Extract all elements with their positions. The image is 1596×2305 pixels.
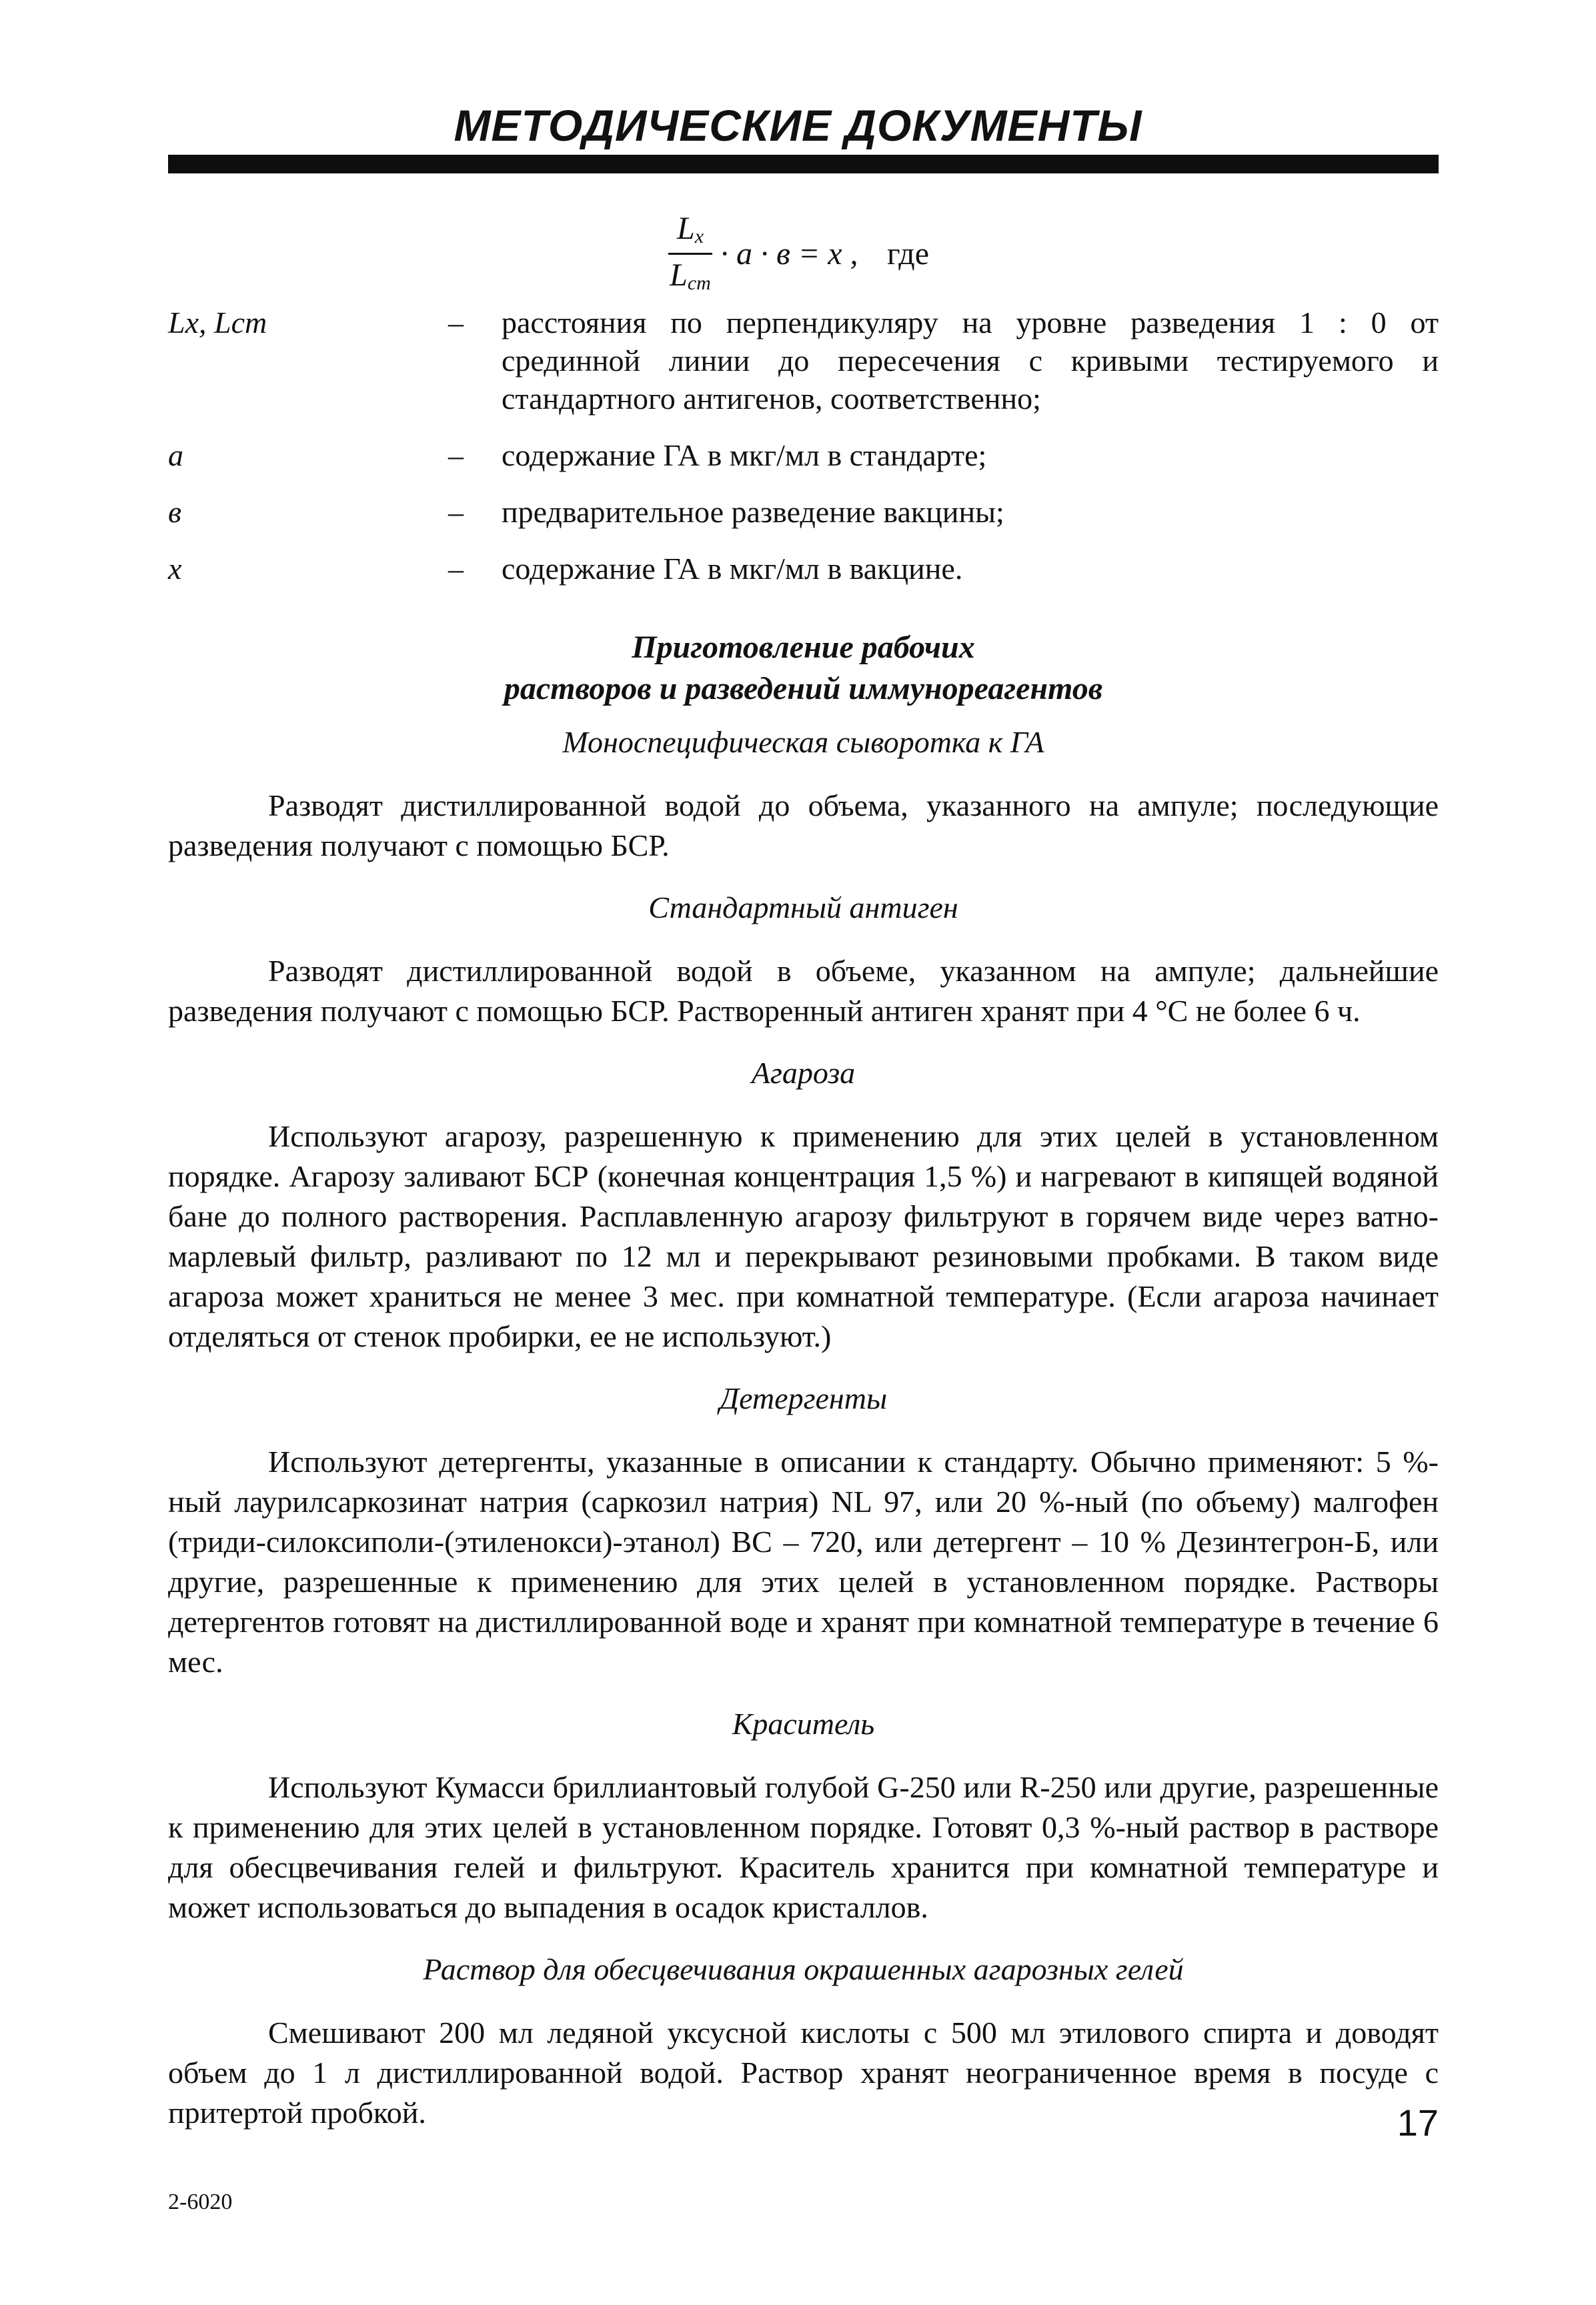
definition-row [168, 493, 1439, 531]
definition-dash: – [448, 495, 464, 529]
formula-expression: · a · в = x , [720, 236, 858, 271]
definition-term: a [168, 438, 183, 472]
header-rule [168, 155, 1439, 173]
page-header-title: МЕТОДИЧЕСКИЕ ДОКУМЕНТЫ [454, 101, 1142, 150]
definition-row [168, 303, 1439, 418]
paragraph-dye: Используют Кумасси бриллиантовый голубой G-250 или R-250 или другие, разрешенные к применению для этих целей в установленном порядке. Готовят 0,3 %-ный раствор в растворе для обесцвечивания гелей и фильтруют. Краситель хранится при комнатной температуре и может использоваться до выпадения в осадок кристаллов. [168, 1770, 1439, 1924]
definitions-list [168, 303, 1439, 606]
definition-dash: – [448, 552, 464, 586]
fraction-denominator: $L_{cm}$ [670, 257, 711, 294]
subsection-title-serum: Моноспецифическая сыворотка к ГА [562, 725, 1044, 759]
subsection-title-detergents: Детергенты [719, 1381, 888, 1415]
definition-text: расстояния по перпендикуляру на уровне разведения 1 : 0 от срединной линии до пересечения с кривыми тестируемого и стандартного антигенов, соответственно; [502, 305, 1439, 416]
page-number: 17 [1397, 2102, 1439, 2144]
paragraph-antigen: Разводят дистиллированной водой в объеме, указанном на ампуле; дальнейшие разведения получают с помощью БСР. Растворенный антиген хранят при 4 °С не более 6 ч. [168, 954, 1439, 1028]
definition-text: содержание ГА в мкг/мл в вакцине. [502, 552, 963, 586]
formula [667, 210, 1067, 297]
paragraph-destain: Смешивают 200 мл ледяной уксусной кислоты с 500 мл этилового спирта и доводят объем до 1 л дистиллированной водой. Раствор хранят неограниченное время в посуде с притертой пробкой. [168, 2016, 1439, 2130]
paragraph-detergents: Используют детергенты, указанные в описании к стандарту. Обычно применяют: 5 %-ный лаурилсаркозинат натрия (саркозил натрия) NL 97, или 20 %-ный (по объему) малгофен (триди-силоксиполи-(этиленокси)-этанол) ВС – 720, или детергент – 10 % Дезинтегрон-Б, или другие, разрешенные к применению для этих целей в установленном порядке. Растворы детергентов готовят на дистиллированной воде и хранят при комнатной температуре в течение 6 мес. [168, 1445, 1439, 1679]
definition-text: содержание ГА в мкг/мл в стандарте; [502, 438, 987, 472]
fraction-bar [668, 253, 712, 255]
definition-term: x [168, 552, 182, 586]
definition-term: в [168, 495, 181, 529]
definition-dash: – [448, 305, 464, 339]
definition-row [168, 436, 1439, 474]
definition-row [168, 550, 1439, 588]
paragraph-serum: Разводят дистиллированной водой до объема, указанного на ампуле; последующие разведения получают с помощью БСР. [168, 788, 1439, 862]
subsection-title-antigen: Стандартный антиген [648, 890, 958, 924]
main-content [168, 627, 1439, 2133]
section-heading-line2: растворов и разведений иммунореагентов [504, 671, 1103, 706]
definition-dash: – [448, 438, 464, 472]
subsection-title-agarose: Агароза [751, 1056, 856, 1090]
definition-text: предварительное разведение вакцины; [502, 495, 1004, 529]
definition-term: Lx, Lcm [168, 305, 267, 339]
document-code: 2-6020 [168, 2190, 233, 2214]
formula-where-word: где [887, 236, 930, 271]
subsection-title-destain: Раствор для обесцвечивания окрашенных агарозных гелей [423, 1952, 1184, 1986]
section-heading-line1: Приготовление рабочих [632, 630, 975, 665]
subsection-title-dye: Краситель [732, 1707, 875, 1741]
section-heading [168, 627, 1439, 710]
fraction-numerator: $L_x$ [676, 211, 704, 247]
paragraph-agarose: Используют агарозу, разрешенную к применению для этих целей в установленном порядке. Агарозу заливают БСР (конечная концентрация 1,5 %) и нагревают в кипящей водяной бане до полного растворения. Расплавленную агарозу фильтруют в горячем виде через ватно-марлевый фильтр, разливают по 12 мл и перекрывают резиновыми пробками. В таком виде агароза может храниться не менее 3 мес. при комнатной температуре. (Если агароза начинает отделяться от стенок пробирки, ее не используют.) [168, 1119, 1439, 1353]
